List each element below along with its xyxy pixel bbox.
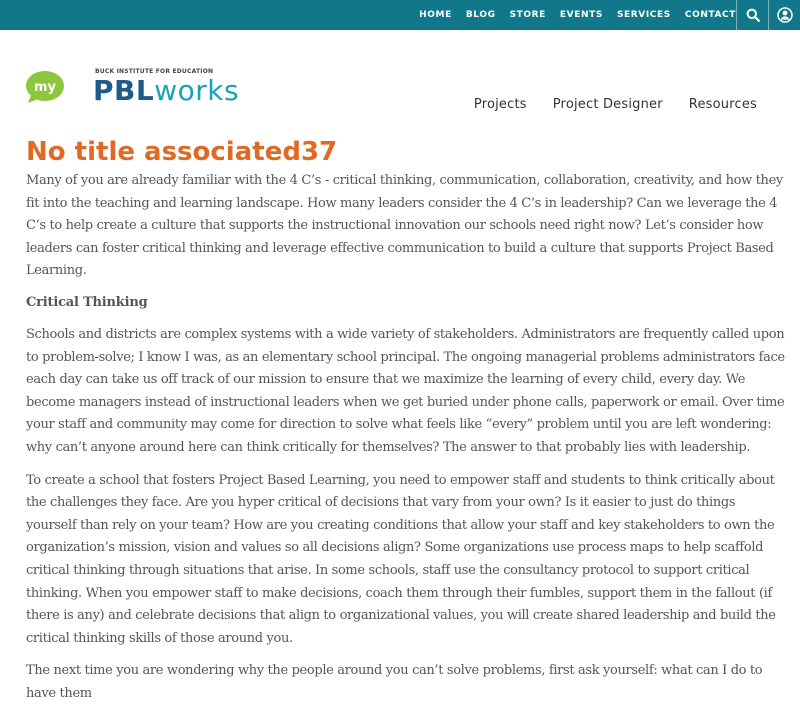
article-paragraph: To create a school that fosters Project Based Learning, you need to empower staff and students to think critically about the challenges they face. Are you hyper critical of decisions that vary from your own? Is it easier to just do things yourself than rely on your team? How are you creating conditions that allow your staff and key stakeholders to own the organization’s mission, vision and values so all decisions align? Some organizations use process maps to help scaffold critical thinking through situations that arise. In some schools, staff use the consultancy protocol to support critical thinking. When you empower staff to make decisions, coach them through their fumbles, support them in the fallout (if there is any) and celebrate decisions that align to organizational values, you will create shared leadership and build the critical thinking skills of those around you. — [26, 472, 776, 646]
site-logo[interactable] — [25, 66, 245, 110]
logo-works: works — [154, 74, 240, 107]
top-bar — [0, 0, 800, 30]
article — [26, 136, 786, 715]
logo-tagline: BUCK INSTITUTE FOR EDUCATION — [95, 68, 214, 75]
top-nav — [405, 0, 736, 30]
search-icon — [746, 8, 760, 22]
top-nav-contact[interactable]: CONTACT — [684, 10, 736, 20]
logo-my: my — [33, 80, 57, 95]
article-intro: Many of you are already familiar with the 4 C’s - critical thinking, communication, collaboration, creativity, and how they fit into the teaching and learning landscape. How many leaders consider the 4 C’s in leadership? Can we leverage the 4 C’s to help create a culture that supports the instructional innovation our schools need right now? Let’s consider how leaders can foster critical thinking and leverage effective communication to build a culture that supports Project Based Learning. — [26, 173, 783, 279]
logo-pbl: PBL — [93, 74, 155, 107]
user-icon — [777, 7, 793, 23]
top-nav-store[interactable]: STORE — [509, 10, 546, 20]
main-nav — [448, 97, 757, 112]
account-button[interactable] — [768, 0, 800, 30]
page-title: No title associated37 — [26, 137, 338, 167]
top-nav-home[interactable]: HOME — [419, 10, 452, 20]
article-paragraph: Schools and districts are complex systems with a wide variety of stakeholders. Administrators are frequently called upon to problem-solve; I know I was, as an elementary school principal. The ongoing managerial problems administrators face each day can take us off track of our mission to ensure that we maximize the learning of every child, every day. We become managers instead of instructional leaders when we get buried under phone calls, paperwork or email. Over time your staff and community may come for direction to solve what feels like “every” problem until you are left wondering: why can’t anyone around here can think critically for themselves? The answer to that probably lies with leadership. — [26, 326, 785, 455]
main-nav-resources[interactable]: Resources — [688, 97, 757, 112]
main-nav-projects[interactable]: Projects — [473, 97, 527, 112]
main-nav-project-designer[interactable]: Project Designer — [552, 97, 663, 112]
section-heading-critical-thinking: Critical Thinking — [26, 294, 148, 310]
article-paragraph: The next time you are wondering why the people around you can’t solve problems, first ask yourself: what can I do to have them — [26, 663, 763, 701]
top-nav-blog[interactable]: BLOG — [465, 10, 496, 20]
logo-wordmark — [93, 76, 239, 106]
speech-bubble-icon — [25, 70, 65, 104]
search-button[interactable] — [736, 0, 768, 30]
top-nav-events[interactable]: EVENTS — [559, 10, 603, 20]
top-nav-services[interactable]: SERVICES — [616, 10, 671, 20]
